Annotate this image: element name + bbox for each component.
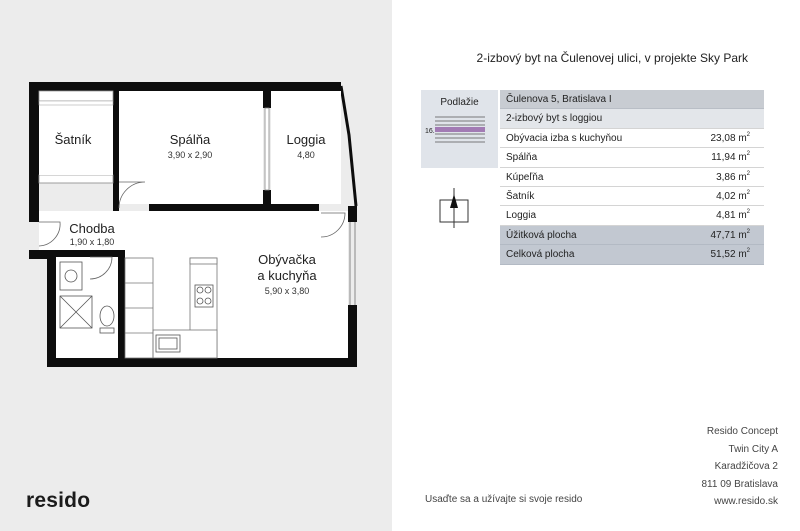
room-chodba-dims: 1,90 x 1,80 — [69, 237, 115, 247]
info-address: Čulenova 5, Bratislava I — [500, 90, 764, 109]
apartment-info-table — [500, 90, 764, 265]
info-row-unit-exp: 2 — [746, 170, 750, 177]
floor-indicator — [421, 90, 498, 168]
info-row-number: 3,86 — [716, 171, 736, 183]
info-row-label: Úžitková plocha — [506, 229, 577, 241]
info-row-label: Obývacia izba s kuchyňou — [506, 132, 623, 144]
page-title: 2-izbový byt na Čulenovej ulici, v projekte Sky Park — [476, 51, 748, 65]
info-row-unit-exp: 2 — [746, 248, 750, 255]
info-row-unit: m — [738, 190, 747, 202]
room-satnik-name: Šatník — [54, 132, 92, 147]
info-row-unit-exp: 2 — [746, 151, 750, 158]
building-floors-icon — [435, 116, 485, 146]
company-building: Twin City A — [728, 443, 778, 455]
room-obyvacka-name-1: Obývačka — [258, 252, 316, 267]
info-row-number: 4,81 — [716, 210, 736, 222]
info-row-number: 51,52 — [710, 249, 736, 261]
company-web-link[interactable]: www.resido.sk — [714, 496, 778, 508]
floor-number: 16. — [425, 128, 435, 135]
room-obyvacka-dims: 5,90 x 3,80 — [264, 286, 310, 296]
slogan: Usaďte sa a užívajte si svoje resido — [425, 494, 583, 505]
info-row-unit-exp: 2 — [746, 189, 750, 196]
floor-plan — [0, 0, 392, 531]
info-row-number: 11,94 — [711, 152, 736, 164]
info-row-label: Šatník — [506, 190, 535, 202]
info-row-number: 4,02 — [716, 190, 736, 202]
info-row-number: 47,71 — [710, 229, 736, 241]
info-row — [500, 168, 764, 187]
company-address — [701, 423, 778, 511]
info-row-unit: m — [738, 210, 747, 222]
info-row-label: Celková plocha — [506, 249, 575, 261]
info-row-unit-exp: 2 — [746, 209, 750, 216]
room-loggia-dims: 4,80 — [297, 150, 315, 160]
company-name: Resido Concept — [706, 426, 778, 437]
room-spalna-dims: 3,90 x 2,90 — [167, 150, 213, 160]
info-type: 2-izbový byt s loggiou — [500, 109, 764, 128]
info-row-value — [716, 168, 750, 187]
floor-label: Podlažie — [440, 97, 479, 108]
info-row — [500, 129, 764, 148]
info-row-unit: m — [738, 171, 747, 183]
info-row — [500, 206, 764, 225]
info-row-label: Spálňa — [506, 152, 538, 164]
info-row — [500, 245, 764, 264]
info-row-unit-exp: 2 — [746, 228, 750, 235]
info-row-unit: m — [738, 132, 747, 144]
info-row-unit: m — [738, 229, 747, 241]
compass-icon — [436, 186, 472, 230]
info-row-label: Kúpeľňa — [506, 171, 544, 183]
room-chodba-name: Chodba — [69, 221, 115, 236]
info-row — [500, 226, 764, 245]
info-row-value — [716, 187, 750, 206]
room-loggia-name: Loggia — [286, 132, 326, 147]
resido-logo: resido — [26, 489, 91, 512]
info-row-value — [711, 148, 750, 167]
company-street: Karadžičova 2 — [714, 461, 778, 473]
company-city: 811 09 Bratislava — [701, 478, 778, 490]
info-row — [500, 187, 764, 206]
info-row-number: 23,08 — [710, 132, 736, 144]
room-spalna-name: Spálňa — [169, 132, 211, 147]
info-row-value — [716, 206, 750, 225]
info-row-value — [711, 245, 751, 264]
info-row — [500, 148, 764, 167]
info-row-value — [711, 226, 751, 245]
floor-plan-panel — [0, 0, 392, 531]
info-row-unit-exp: 2 — [746, 131, 750, 138]
room-obyvacka-name-2: a kuchyňa — [257, 268, 317, 283]
info-row-unit: m — [738, 152, 747, 164]
info-row-label: Loggia — [506, 210, 537, 222]
info-row-unit: m — [738, 249, 747, 261]
info-row-value — [711, 129, 751, 148]
